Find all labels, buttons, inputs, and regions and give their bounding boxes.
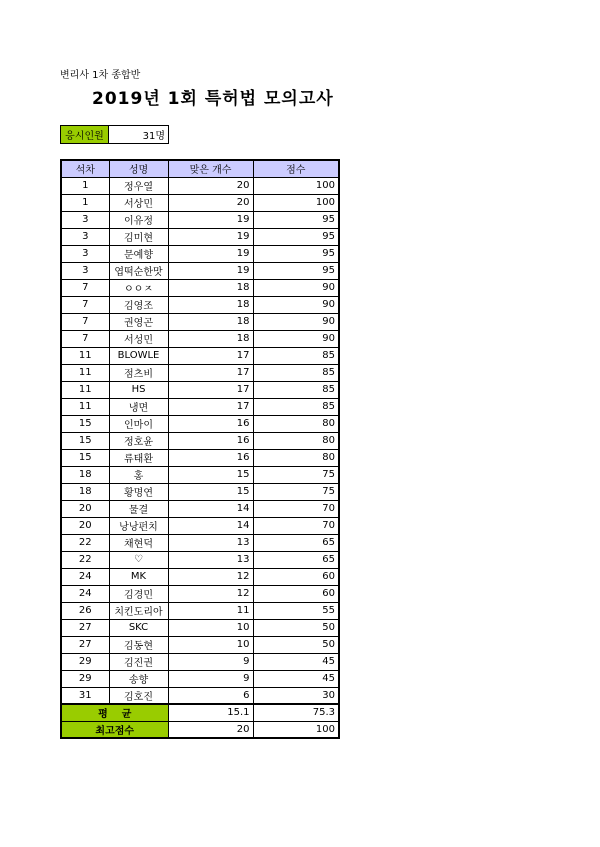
- rank-cell: 7: [61, 313, 109, 330]
- score-cell: 50: [253, 636, 339, 653]
- name-cell: SKC: [109, 619, 168, 636]
- rank-cell: 3: [61, 245, 109, 262]
- name-cell: 정호윤: [109, 432, 168, 449]
- correct-count-cell: 17: [168, 398, 253, 415]
- score-cell: 90: [253, 279, 339, 296]
- score-cell: 45: [253, 670, 339, 687]
- correct-count-cell: 9: [168, 670, 253, 687]
- score-cell: 60: [253, 568, 339, 585]
- score-cell: 85: [253, 347, 339, 364]
- name-cell: 점츠비: [109, 364, 168, 381]
- name-cell: 권영곤: [109, 313, 168, 330]
- name-cell: 채현덕: [109, 534, 168, 551]
- table-row: [61, 364, 339, 381]
- table-row: [61, 534, 339, 551]
- column-header-score: 점수: [253, 160, 339, 177]
- rank-cell: 15: [61, 432, 109, 449]
- max-score-row: [61, 721, 339, 738]
- table-row: [61, 279, 339, 296]
- name-cell: HS: [109, 381, 168, 398]
- rank-cell: 7: [61, 330, 109, 347]
- rank-cell: 15: [61, 449, 109, 466]
- table-row: [61, 585, 339, 602]
- average-row: [61, 704, 339, 721]
- rank-cell: 27: [61, 636, 109, 653]
- column-header-name: 성명: [109, 160, 168, 177]
- name-cell: 류태환: [109, 449, 168, 466]
- column-header-rank: 석차: [61, 160, 109, 177]
- table-row: [61, 432, 339, 449]
- table-row: [61, 381, 339, 398]
- table-row: [61, 619, 339, 636]
- table-row: [61, 398, 339, 415]
- table-row: [61, 483, 339, 500]
- rank-cell: 11: [61, 398, 109, 415]
- summary-score-cell: 100: [253, 721, 339, 738]
- score-cell: 85: [253, 364, 339, 381]
- rank-cell: 7: [61, 296, 109, 313]
- correct-count-cell: 20: [168, 194, 253, 211]
- score-cell: 30: [253, 687, 339, 704]
- name-cell: 정우열: [109, 177, 168, 194]
- rank-cell: 1: [61, 194, 109, 211]
- name-cell: 김동현: [109, 636, 168, 653]
- score-cell: 65: [253, 551, 339, 568]
- correct-count-cell: 12: [168, 568, 253, 585]
- rank-cell: 18: [61, 483, 109, 500]
- score-cell: 65: [253, 534, 339, 551]
- table-row: [61, 517, 339, 534]
- table-row: [61, 449, 339, 466]
- correct-count-cell: 19: [168, 211, 253, 228]
- rank-cell: 29: [61, 670, 109, 687]
- exam-count-label: 응시인원: [61, 126, 109, 143]
- correct-count-cell: 16: [168, 449, 253, 466]
- table-row: [61, 415, 339, 432]
- score-cell: 95: [253, 262, 339, 279]
- name-cell: 김영조: [109, 296, 168, 313]
- name-cell: 문예향: [109, 245, 168, 262]
- score-cell: 80: [253, 432, 339, 449]
- name-cell: 낭낭펀치: [109, 517, 168, 534]
- score-cell: 70: [253, 517, 339, 534]
- correct-count-cell: 17: [168, 347, 253, 364]
- correct-count-cell: 13: [168, 534, 253, 551]
- table-row: [61, 228, 339, 245]
- rank-cell: 3: [61, 211, 109, 228]
- table-row: [61, 466, 339, 483]
- correct-count-cell: 15: [168, 483, 253, 500]
- score-cell: 95: [253, 228, 339, 245]
- table-row: [61, 330, 339, 347]
- correct-count-cell: 9: [168, 653, 253, 670]
- correct-count-cell: 19: [168, 245, 253, 262]
- correct-count-cell: 10: [168, 619, 253, 636]
- name-cell: 인마이: [109, 415, 168, 432]
- score-table: [60, 159, 340, 739]
- name-cell: 엽떡순한맛: [109, 262, 168, 279]
- name-cell: 황명연: [109, 483, 168, 500]
- score-cell: 90: [253, 313, 339, 330]
- name-cell: 서상민: [109, 194, 168, 211]
- rank-cell: 15: [61, 415, 109, 432]
- correct-count-cell: 18: [168, 296, 253, 313]
- rank-cell: 1: [61, 177, 109, 194]
- rank-cell: 20: [61, 500, 109, 517]
- correct-count-cell: 14: [168, 517, 253, 534]
- name-cell: 김호진: [109, 687, 168, 704]
- correct-count-cell: 11: [168, 602, 253, 619]
- table-row: [61, 687, 339, 704]
- summary-correct-cell: 15.1: [168, 704, 253, 721]
- rank-cell: 11: [61, 381, 109, 398]
- name-cell: BLOWLE: [109, 347, 168, 364]
- rank-cell: 22: [61, 534, 109, 551]
- score-cell: 80: [253, 449, 339, 466]
- name-cell: 김진권: [109, 653, 168, 670]
- table-body: [61, 177, 339, 738]
- correct-count-cell: 20: [168, 177, 253, 194]
- correct-count-cell: 10: [168, 636, 253, 653]
- correct-count-cell: 17: [168, 364, 253, 381]
- name-cell: 김미현: [109, 228, 168, 245]
- exam-count-box: [60, 125, 169, 144]
- rank-cell: 3: [61, 228, 109, 245]
- correct-count-cell: 6: [168, 687, 253, 704]
- table-header-row: [61, 160, 339, 177]
- score-cell: 70: [253, 500, 339, 517]
- rank-cell: 27: [61, 619, 109, 636]
- rank-cell: 29: [61, 653, 109, 670]
- score-cell: 75: [253, 483, 339, 500]
- score-cell: 75: [253, 466, 339, 483]
- correct-count-cell: 12: [168, 585, 253, 602]
- rank-cell: 7: [61, 279, 109, 296]
- name-cell: ㅇㅇㅈ: [109, 279, 168, 296]
- rank-cell: 18: [61, 466, 109, 483]
- summary-correct-cell: 20: [168, 721, 253, 738]
- rank-cell: 31: [61, 687, 109, 704]
- correct-count-cell: 16: [168, 415, 253, 432]
- rank-cell: 11: [61, 347, 109, 364]
- correct-count-cell: 19: [168, 228, 253, 245]
- table-row: [61, 211, 339, 228]
- correct-count-cell: 18: [168, 313, 253, 330]
- table-row: [61, 347, 339, 364]
- summary-label: 평 균: [61, 704, 168, 721]
- rank-cell: 24: [61, 568, 109, 585]
- course-subtitle: 변리사 1차 종합반: [60, 70, 141, 81]
- name-cell: 김경민: [109, 585, 168, 602]
- score-cell: 90: [253, 296, 339, 313]
- table-row: [61, 177, 339, 194]
- correct-count-cell: 14: [168, 500, 253, 517]
- score-cell: 90: [253, 330, 339, 347]
- score-cell: 85: [253, 398, 339, 415]
- rank-cell: 24: [61, 585, 109, 602]
- summary-label: 최고점수: [61, 721, 168, 738]
- name-cell: 홍: [109, 466, 168, 483]
- score-cell: 85: [253, 381, 339, 398]
- score-cell: 95: [253, 245, 339, 262]
- table-row: [61, 500, 339, 517]
- table-row: [61, 296, 339, 313]
- name-cell: 냉면: [109, 398, 168, 415]
- rank-cell: 3: [61, 262, 109, 279]
- correct-count-cell: 17: [168, 381, 253, 398]
- table-row: [61, 551, 339, 568]
- rank-cell: 22: [61, 551, 109, 568]
- name-cell: 송향: [109, 670, 168, 687]
- correct-count-cell: 18: [168, 330, 253, 347]
- page-title: 2019년 1회 특허법 모의고사: [92, 89, 334, 109]
- name-cell: 물결: [109, 500, 168, 517]
- exam-count-value: 31명: [142, 131, 165, 142]
- table-row: [61, 653, 339, 670]
- table-row: [61, 194, 339, 211]
- name-cell: 이유정: [109, 211, 168, 228]
- name-cell: MK: [109, 568, 168, 585]
- table-row: [61, 313, 339, 330]
- rank-cell: 26: [61, 602, 109, 619]
- table-row: [61, 602, 339, 619]
- score-cell: 60: [253, 585, 339, 602]
- correct-count-cell: 15: [168, 466, 253, 483]
- table-row: [61, 636, 339, 653]
- summary-score-cell: 75.3: [253, 704, 339, 721]
- score-cell: 55: [253, 602, 339, 619]
- score-cell: 100: [253, 194, 339, 211]
- score-cell: 95: [253, 211, 339, 228]
- name-cell: ♡: [109, 551, 168, 568]
- correct-count-cell: 13: [168, 551, 253, 568]
- rank-cell: 11: [61, 364, 109, 381]
- table-row: [61, 670, 339, 687]
- score-cell: 100: [253, 177, 339, 194]
- score-cell: 45: [253, 653, 339, 670]
- table-row: [61, 245, 339, 262]
- correct-count-cell: 18: [168, 279, 253, 296]
- table-row: [61, 568, 339, 585]
- score-cell: 80: [253, 415, 339, 432]
- correct-count-cell: 16: [168, 432, 253, 449]
- score-cell: 50: [253, 619, 339, 636]
- correct-count-cell: 19: [168, 262, 253, 279]
- column-header-correct: 맞은 개수: [168, 160, 253, 177]
- rank-cell: 20: [61, 517, 109, 534]
- table-row: [61, 262, 339, 279]
- name-cell: 치킨도리아: [109, 602, 168, 619]
- name-cell: 서성민: [109, 330, 168, 347]
